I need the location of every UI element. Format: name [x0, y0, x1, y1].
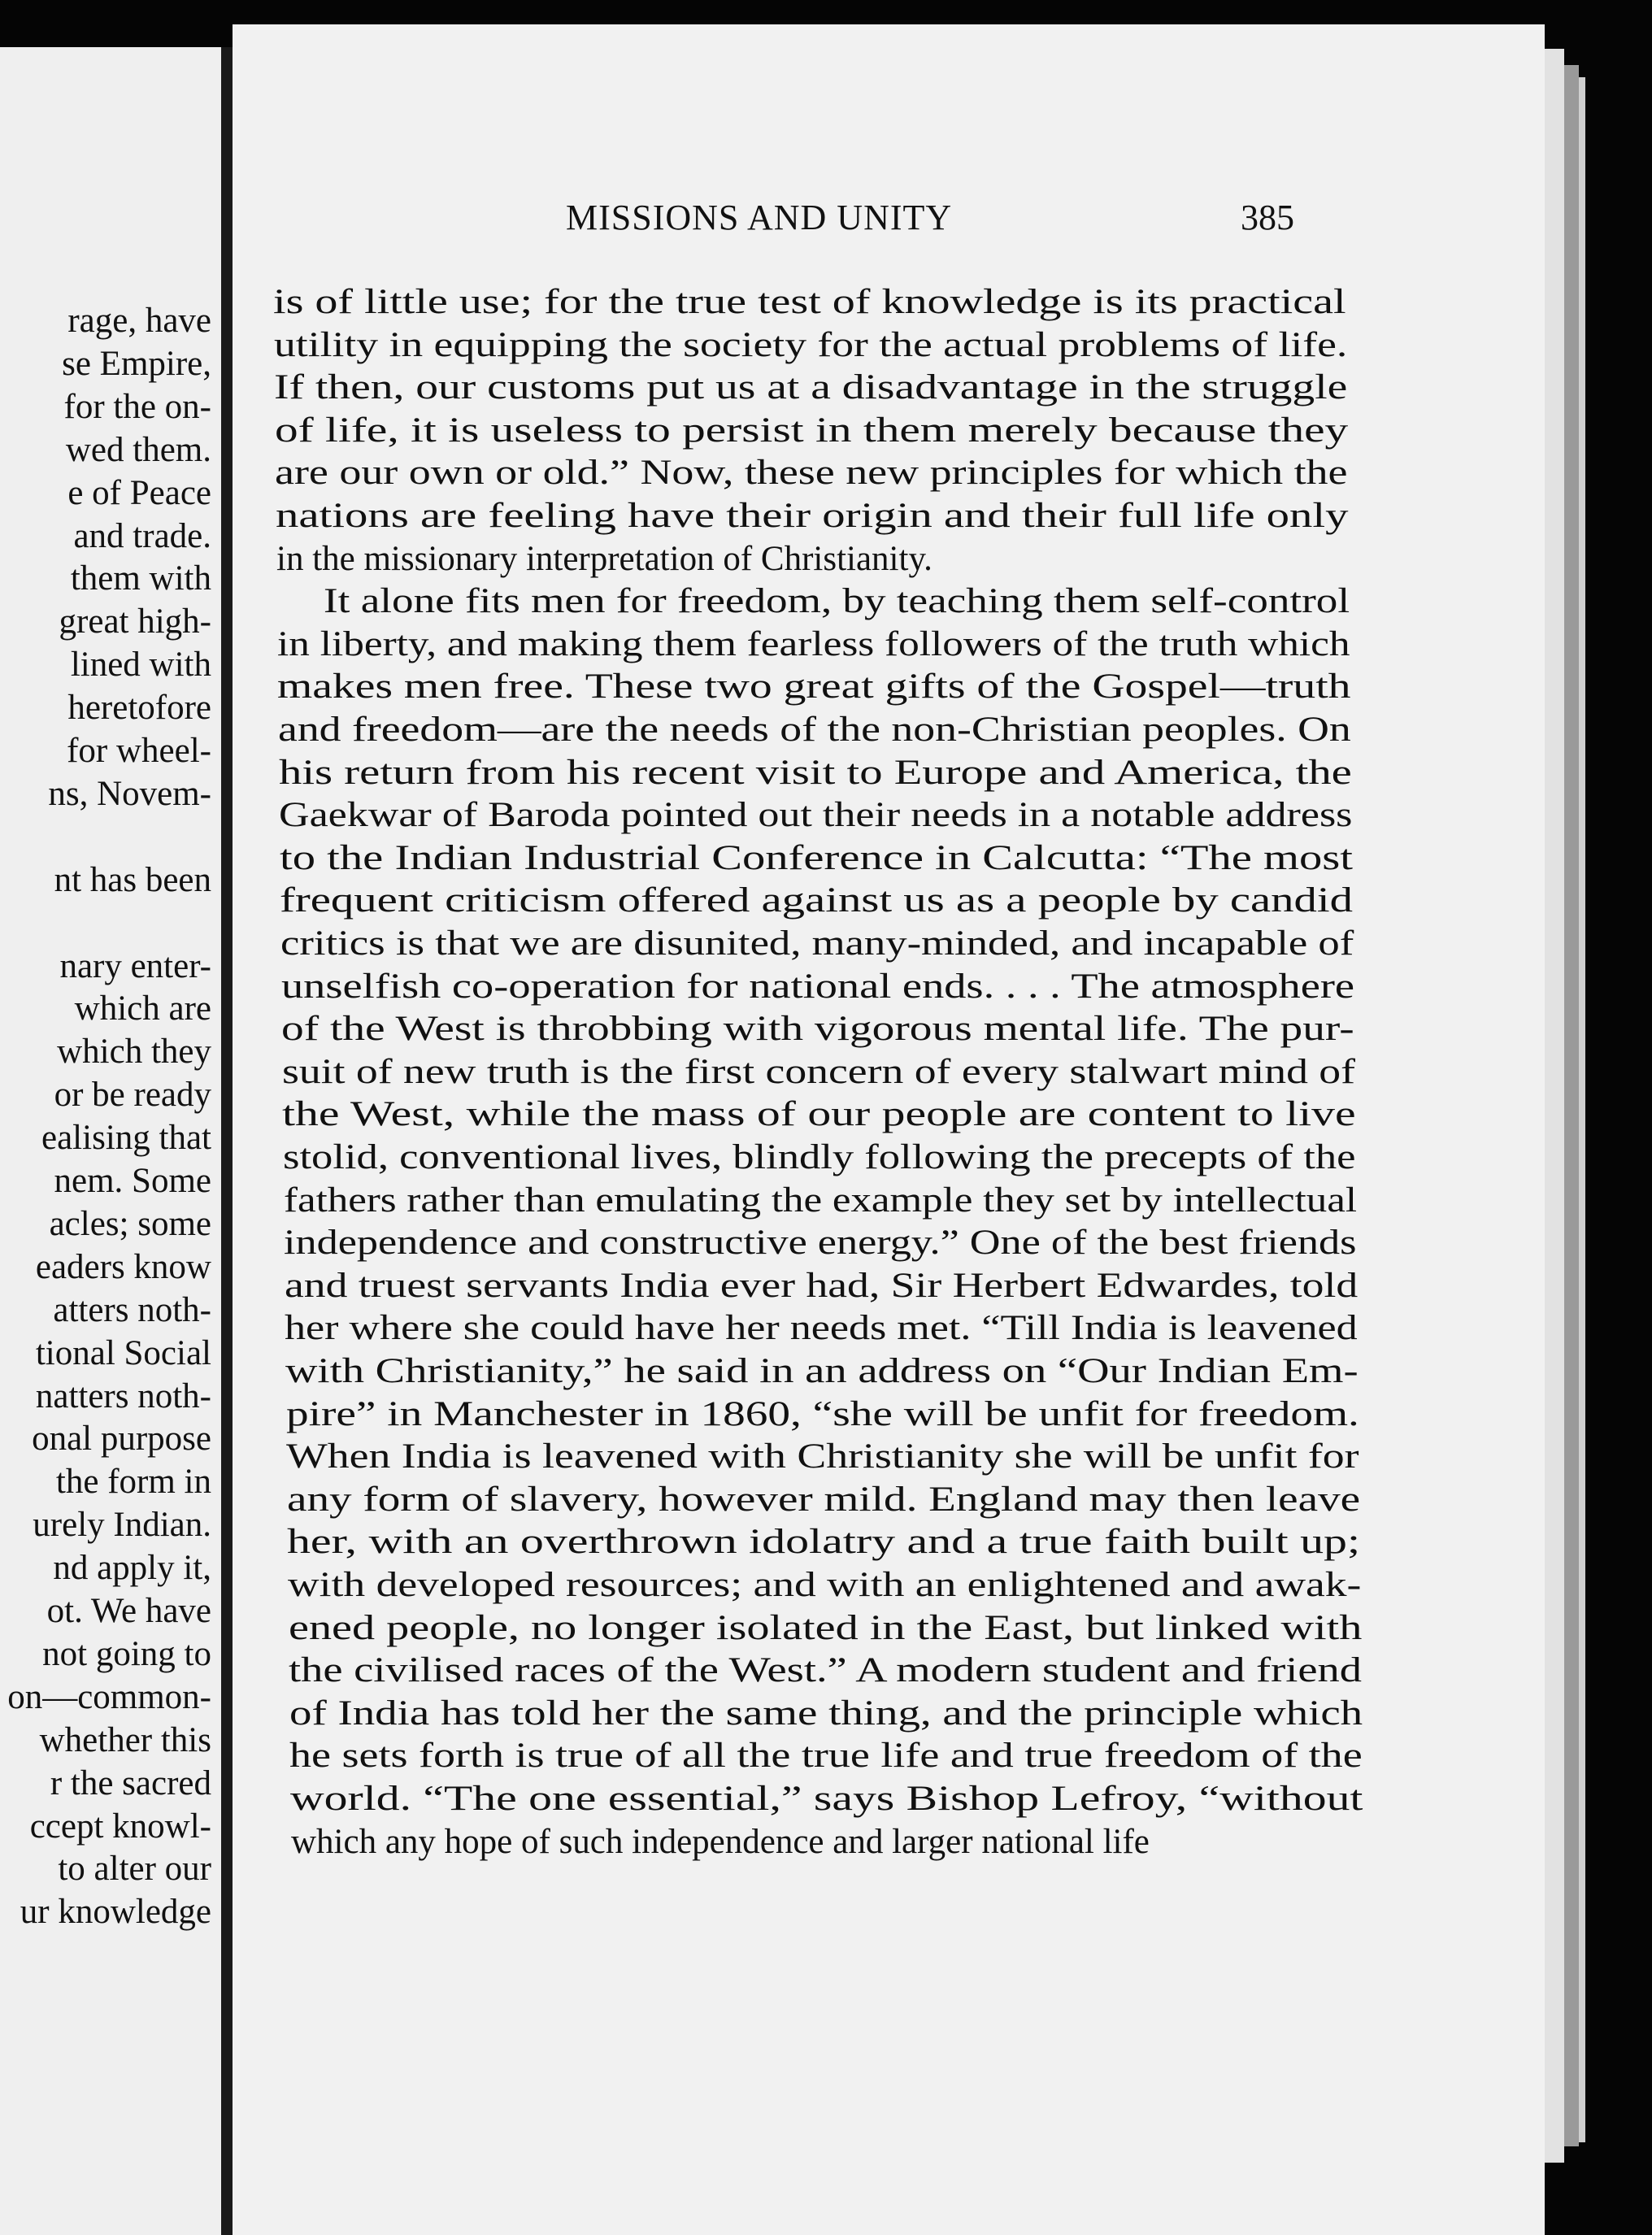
left-page-line: r the sacred — [50, 1763, 211, 1802]
book-gutter — [221, 47, 233, 2235]
body-text-line: makes men free. These two great gifts of the Gospel—truth — [277, 667, 1351, 707]
body-text-line: is of little use; for the true test of knowledge is its practical — [273, 283, 1346, 321]
body-text-line: When India is leavened with Christianity she will be unfit for — [286, 1437, 1359, 1476]
body-text-line: with developed resources; and with an enlightened and awak- — [288, 1566, 1362, 1604]
body-text-line: frequent criticism offered against us as a people by candid — [280, 881, 1353, 920]
left-page-line: ns, Novem- — [48, 774, 211, 813]
left-page-line: acles; some — [49, 1204, 211, 1243]
page-edge-shadow — [1564, 65, 1579, 2146]
left-page-line: nem. Some — [54, 1162, 211, 1200]
body-text-line: he sets forth is true of all the true life and true freedom of the — [289, 1737, 1363, 1776]
left-page-line: tional Social — [35, 1333, 211, 1372]
left-page-line: se Empire, — [62, 344, 211, 383]
body-text-line: It alone fits men for freedom, by teaching them self-control — [324, 582, 1350, 621]
body-text-line: to the Indian Industrial Conference in Calcutta: “The most — [280, 838, 1354, 877]
left-page-line: for wheel- — [67, 732, 211, 770]
left-page-line: heretofore — [67, 689, 211, 728]
body-text-line: of life, it is useless to persist in them merely because they — [275, 411, 1349, 450]
previous-page-fragment — [0, 47, 221, 2235]
page-edge — [1545, 49, 1564, 2163]
left-page-line: or be ready — [54, 1076, 211, 1115]
body-text-line: pire” in Manchester in 1860, “she will be unfit for freedom. — [286, 1394, 1359, 1433]
left-page-line: natters noth- — [35, 1376, 211, 1415]
body-text-line: with Christianity,” he said in an address on “Our Indian Em- — [285, 1352, 1359, 1390]
left-page-line: whether this — [39, 1720, 211, 1759]
body-text-line: and freedom—are the needs of the non-Christian peoples. On — [278, 711, 1351, 749]
left-page-line: e of Peace — [67, 473, 211, 512]
body-text-line: in liberty, and making them fearless followers of the truth which — [277, 624, 1350, 663]
body-text-line: of the West is throbbing with vigorous mental life. The pur- — [281, 1010, 1354, 1049]
body-text-line: unselfish co-operation for national ends. . . . The atmosphere — [281, 967, 1355, 1006]
body-text-line: her where she could have her needs met. “Till India is leavened — [285, 1309, 1358, 1348]
body-text-line: the West, while the mass of our people are content to live — [282, 1095, 1356, 1134]
left-page-line: onal purpose — [32, 1420, 211, 1459]
body-text-line: independence and constructive energy.” One of the best friends — [284, 1224, 1357, 1263]
body-text-line: in the missionary interpretation of Christianity. — [276, 539, 933, 578]
left-page-line: the form in — [55, 1463, 211, 1502]
page-number: 385 — [1241, 198, 1294, 237]
body-text-line: suit of new truth is the first concern of every stalwart mind of — [282, 1052, 1355, 1091]
page-edge-stack — [1579, 77, 1585, 2142]
left-page-line: on—common- — [7, 1677, 211, 1716]
left-page-line: to alter our — [58, 1850, 211, 1889]
left-page-line: them with — [70, 559, 211, 598]
left-page-line: and trade. — [73, 516, 211, 555]
left-page-line: ot. We have — [46, 1592, 211, 1630]
left-page-line: eaders know — [35, 1247, 211, 1286]
body-text-line: utility in equipping the society for the actual problems of life. — [274, 325, 1348, 364]
left-page-line: which are — [74, 989, 211, 1028]
running-head: MISSIONS AND UNITY — [566, 198, 953, 237]
body-text-line: ened people, no longer isolated in the East, but linked with — [289, 1608, 1363, 1647]
left-page-line: nd apply it, — [53, 1549, 211, 1588]
left-page-line: nt has been — [54, 860, 211, 899]
left-page-line: nary enter- — [59, 946, 211, 985]
left-page-line: for the on- — [63, 387, 211, 426]
left-page-line: not going to — [42, 1634, 211, 1673]
left-page-line: lined with — [70, 646, 211, 685]
body-text-line: Gaekwar of Baroda pointed out their needs in a notable address — [279, 796, 1353, 835]
body-text-line: the civilised races of the West.” A modern student and friend — [289, 1651, 1362, 1690]
body-text-line: any form of slavery, however mild. England may then leave — [287, 1480, 1361, 1519]
left-page-line: wed them. — [65, 430, 211, 469]
left-page-line: rage, have — [67, 302, 211, 340]
body-text-line: stolid, conventional lives, blindly following the precepts of the — [283, 1138, 1356, 1176]
body-text-line: which any hope of such independence and larger national life — [291, 1822, 1150, 1861]
left-page-line: ur knowledge — [20, 1893, 211, 1932]
body-text-line: nations are feeling have their origin and their full life only — [276, 497, 1349, 535]
left-page-line: atters noth- — [53, 1290, 211, 1329]
body-text-line: his return from his recent visit to Europe and America, the — [279, 753, 1352, 792]
body-text-line: and truest servants India ever had, Sir Herbert Edwardes, told — [285, 1266, 1359, 1305]
book-page — [233, 24, 1545, 2235]
body-text-line: her, with an overthrown idolatry and a true faith built up; — [287, 1523, 1361, 1562]
left-page-line: which they — [57, 1033, 211, 1072]
body-text-line: are our own or old.” Now, these new principles for which the — [275, 454, 1348, 493]
left-page-line: ccept knowl- — [29, 1807, 211, 1846]
body-text-line: fathers rather than emulating the example they set by intellectual — [284, 1181, 1357, 1220]
body-text-line: of India has told her the same thing, and the principle which — [289, 1694, 1363, 1733]
left-page-line: ealising that — [41, 1119, 211, 1158]
left-page-line: great high- — [59, 602, 211, 641]
left-page-line: urely Indian. — [33, 1506, 211, 1545]
body-text-line: critics is that we are disunited, many-minded, and incapable of — [280, 924, 1354, 963]
body-text-line: If then, our customs put us at a disadvantage in the struggle — [274, 368, 1348, 407]
body-text-line: world. “The one essential,” says Bishop Lefroy, “without — [290, 1780, 1363, 1818]
